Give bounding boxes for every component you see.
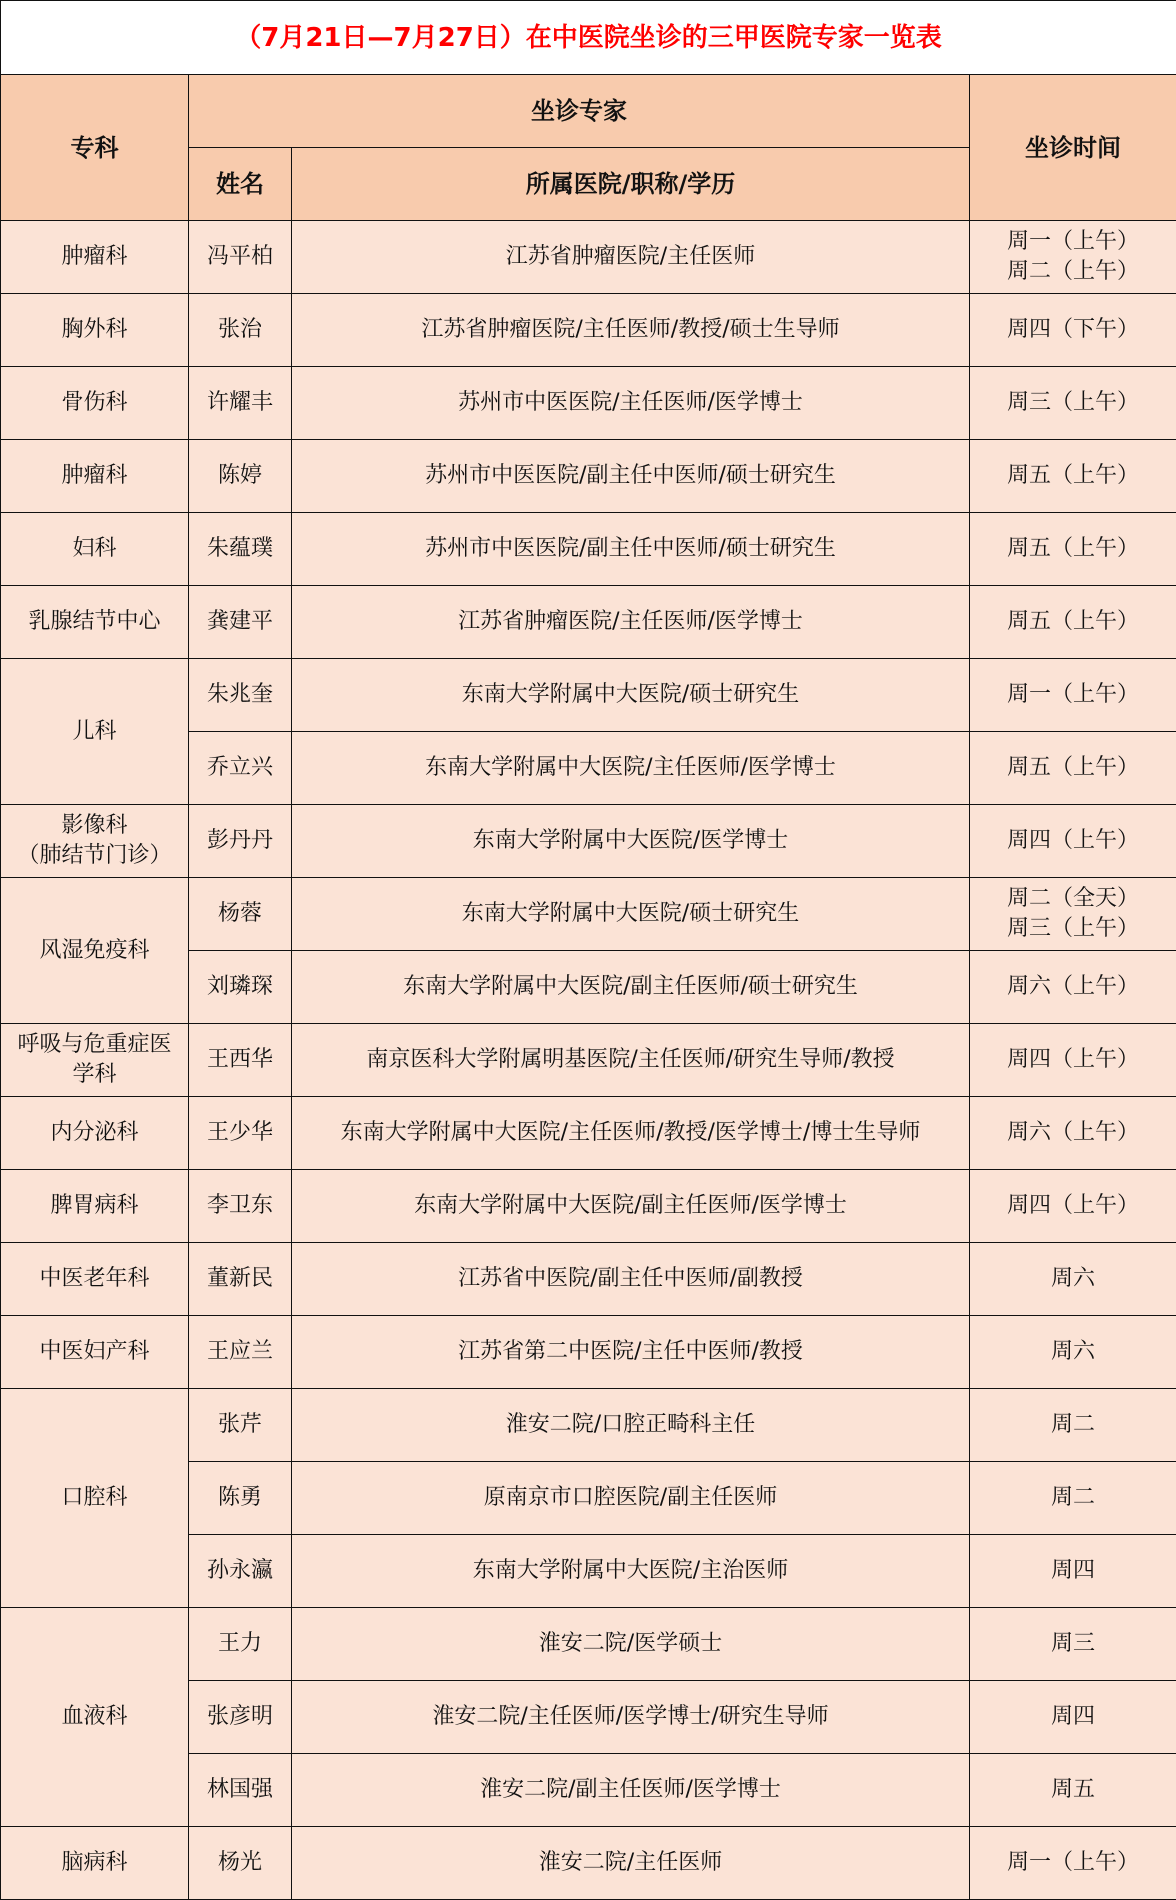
table-row xyxy=(1,1827,1176,1900)
hospital-title-cell: 淮安二院/主任医师/医学博士/研究生导师 xyxy=(292,1681,970,1754)
hospital-title-cell: 东南大学附属中大医院/硕士研究生 xyxy=(292,878,970,951)
clinic-time-line: 周二 xyxy=(972,1483,1174,1513)
expert-name-cell: 乔立兴 xyxy=(189,732,292,805)
clinic-time-line: 周四 xyxy=(972,1556,1174,1586)
department-cell: 儿科 xyxy=(1,659,189,805)
clinic-time-line: 周五（上午） xyxy=(972,607,1174,637)
department-cell: 内分泌科 xyxy=(1,1097,189,1170)
clinic-time-cell xyxy=(970,951,1176,1024)
clinic-time-line: 周五 xyxy=(972,1775,1174,1805)
clinic-time-line: 周四（上午） xyxy=(972,826,1174,856)
expert-name-cell: 龚建平 xyxy=(189,586,292,659)
department-cell: 妇科 xyxy=(1,513,189,586)
department-line: 呼吸与危重症医 xyxy=(3,1030,186,1060)
clinic-time-cell xyxy=(970,1243,1176,1316)
clinic-time-line: 周三 xyxy=(972,1629,1174,1659)
clinic-time-cell xyxy=(970,1681,1176,1754)
clinic-time-cell xyxy=(970,1316,1176,1389)
clinic-time-line: 周二（全天） xyxy=(972,884,1174,914)
clinic-time-cell xyxy=(970,221,1176,294)
clinic-time-cell xyxy=(970,1389,1176,1462)
table-title: （7月21日—7月27日）在中医院坐诊的三甲医院专家一览表 xyxy=(1,1,1176,75)
clinic-time-line: 周四（下午） xyxy=(972,315,1174,345)
hospital-title-cell: 苏州市中医医院/副主任中医师/硕士研究生 xyxy=(292,440,970,513)
clinic-time-line: 周六（上午） xyxy=(972,972,1174,1002)
clinic-time-line: 周二 xyxy=(972,1410,1174,1440)
hospital-title-cell: 原南京市口腔医院/副主任医师 xyxy=(292,1462,970,1535)
expert-name-cell: 董新民 xyxy=(189,1243,292,1316)
expert-name-cell: 孙永瀛 xyxy=(189,1535,292,1608)
department-line: （肺结节门诊） xyxy=(3,841,186,871)
expert-name-cell: 许耀丰 xyxy=(189,367,292,440)
department-cell xyxy=(1,805,189,878)
table-row xyxy=(1,878,1176,951)
hospital-title-cell: 苏州市中医医院/主任医师/医学博士 xyxy=(292,367,970,440)
table-row xyxy=(1,1170,1176,1243)
expert-name-cell: 王西华 xyxy=(189,1024,292,1097)
expert-name-cell: 朱兆奎 xyxy=(189,659,292,732)
hospital-title-cell: 东南大学附属中大医院/主任医师/教授/医学博士/博士生导师 xyxy=(292,1097,970,1170)
clinic-time-cell xyxy=(970,1024,1176,1097)
department-cell: 骨伤科 xyxy=(1,367,189,440)
table-row xyxy=(1,221,1176,294)
table-row xyxy=(1,1608,1176,1681)
table-row xyxy=(1,440,1176,513)
hospital-title-cell: 淮安二院/主任医师 xyxy=(292,1827,970,1900)
clinic-time-cell xyxy=(970,659,1176,732)
hospital-title-cell: 东南大学附属中大医院/医学博士 xyxy=(292,805,970,878)
expert-name-cell: 冯平柏 xyxy=(189,221,292,294)
clinic-time-line: 周一（上午） xyxy=(972,1848,1174,1878)
table-row xyxy=(1,1316,1176,1389)
table-row xyxy=(1,513,1176,586)
department-cell: 血液科 xyxy=(1,1608,189,1827)
expert-name-cell: 彭丹丹 xyxy=(189,805,292,878)
clinic-time-cell xyxy=(970,1535,1176,1608)
clinic-time-cell xyxy=(970,513,1176,586)
hospital-title-cell: 江苏省肿瘤医院/主任医师 xyxy=(292,221,970,294)
expert-name-cell: 王应兰 xyxy=(189,1316,292,1389)
clinic-time-cell xyxy=(970,1170,1176,1243)
clinic-time-line: 周五（上午） xyxy=(972,534,1174,564)
table-row xyxy=(1,1024,1176,1097)
header-hospital: 所属医院/职称/学历 xyxy=(292,148,970,221)
clinic-time-line: 周一（上午） xyxy=(972,227,1174,257)
hospital-title-cell: 江苏省肿瘤医院/主任医师/医学博士 xyxy=(292,586,970,659)
department-cell: 肿瘤科 xyxy=(1,440,189,513)
table-row xyxy=(1,659,1176,732)
department-cell: 肿瘤科 xyxy=(1,221,189,294)
header-name: 姓名 xyxy=(189,148,292,221)
clinic-time-cell xyxy=(970,1827,1176,1900)
expert-name-cell: 李卫东 xyxy=(189,1170,292,1243)
clinic-time-line: 周四（上午） xyxy=(972,1045,1174,1075)
clinic-time-line: 周三（上午） xyxy=(972,914,1174,944)
expert-name-cell: 王力 xyxy=(189,1608,292,1681)
expert-name-cell: 林国强 xyxy=(189,1754,292,1827)
clinic-time-line: 周六 xyxy=(972,1264,1174,1294)
hospital-title-cell: 淮安二院/副主任医师/医学博士 xyxy=(292,1754,970,1827)
department-cell xyxy=(1,1024,189,1097)
hospital-title-cell: 淮安二院/医学硕士 xyxy=(292,1608,970,1681)
hospital-title-cell: 江苏省第二中医院/主任中医师/教授 xyxy=(292,1316,970,1389)
hospital-title-cell: 东南大学附属中大医院/主治医师 xyxy=(292,1535,970,1608)
expert-name-cell: 张彦明 xyxy=(189,1681,292,1754)
department-cell: 脑病科 xyxy=(1,1827,189,1900)
table-row xyxy=(1,1389,1176,1462)
clinic-time-line: 周六 xyxy=(972,1337,1174,1367)
hospital-title-cell: 淮安二院/口腔正畸科主任 xyxy=(292,1389,970,1462)
clinic-time-cell xyxy=(970,367,1176,440)
clinic-time-cell xyxy=(970,586,1176,659)
department-cell: 乳腺结节中心 xyxy=(1,586,189,659)
expert-name-cell: 张治 xyxy=(189,294,292,367)
expert-name-cell: 杨蓉 xyxy=(189,878,292,951)
clinic-time-cell xyxy=(970,1608,1176,1681)
header-experts: 坐诊专家 xyxy=(189,75,970,148)
department-cell: 胸外科 xyxy=(1,294,189,367)
clinic-time-cell xyxy=(970,1097,1176,1170)
expert-name-cell: 王少华 xyxy=(189,1097,292,1170)
department-line: 影像科 xyxy=(3,811,186,841)
expert-name-cell: 陈勇 xyxy=(189,1462,292,1535)
clinic-time-cell xyxy=(970,440,1176,513)
header-department: 专科 xyxy=(1,75,189,221)
hospital-title-cell: 江苏省中医院/副主任中医师/副教授 xyxy=(292,1243,970,1316)
department-cell: 中医老年科 xyxy=(1,1243,189,1316)
table-row xyxy=(1,1097,1176,1170)
clinic-time-cell xyxy=(970,732,1176,805)
department-cell: 脾胃病科 xyxy=(1,1170,189,1243)
expert-name-cell: 杨光 xyxy=(189,1827,292,1900)
table-row xyxy=(1,367,1176,440)
hospital-title-cell: 江苏省肿瘤医院/主任医师/教授/硕士生导师 xyxy=(292,294,970,367)
clinic-time-cell xyxy=(970,878,1176,951)
hospital-title-cell: 东南大学附属中大医院/副主任医师/医学博士 xyxy=(292,1170,970,1243)
clinic-time-line: 周五（上午） xyxy=(972,461,1174,491)
clinic-time-cell xyxy=(970,1754,1176,1827)
hospital-title-cell: 苏州市中医医院/副主任中医师/硕士研究生 xyxy=(292,513,970,586)
clinic-time-line: 周一（上午） xyxy=(972,680,1174,710)
clinic-time-line: 周五（上午） xyxy=(972,753,1174,783)
expert-name-cell: 朱蕴璞 xyxy=(189,513,292,586)
table-row xyxy=(1,1243,1176,1316)
table-row xyxy=(1,294,1176,367)
clinic-time-line: 周二（上午） xyxy=(972,257,1174,287)
hospital-title-cell: 东南大学附属中大医院/硕士研究生 xyxy=(292,659,970,732)
clinic-time-line: 周六（上午） xyxy=(972,1118,1174,1148)
department-cell: 口腔科 xyxy=(1,1389,189,1608)
header-time: 坐诊时间 xyxy=(970,75,1176,221)
department-line: 学科 xyxy=(3,1060,186,1090)
clinic-time-line: 周四（上午） xyxy=(972,1191,1174,1221)
clinic-time-cell xyxy=(970,805,1176,878)
clinic-time-line: 周三（上午） xyxy=(972,388,1174,418)
clinic-time-cell xyxy=(970,1462,1176,1535)
hospital-title-cell: 南京医科大学附属明基医院/主任医师/研究生导师/教授 xyxy=(292,1024,970,1097)
clinic-time-cell xyxy=(970,294,1176,367)
table-row xyxy=(1,586,1176,659)
department-cell: 中医妇产科 xyxy=(1,1316,189,1389)
hospital-title-cell: 东南大学附属中大医院/主任医师/医学博士 xyxy=(292,732,970,805)
expert-name-cell: 陈婷 xyxy=(189,440,292,513)
table-row xyxy=(1,805,1176,878)
expert-name-cell: 刘璘琛 xyxy=(189,951,292,1024)
hospital-title-cell: 东南大学附属中大医院/副主任医师/硕士研究生 xyxy=(292,951,970,1024)
department-cell: 风湿免疫科 xyxy=(1,878,189,1024)
clinic-time-line: 周四 xyxy=(972,1702,1174,1732)
expert-name-cell: 张芹 xyxy=(189,1389,292,1462)
